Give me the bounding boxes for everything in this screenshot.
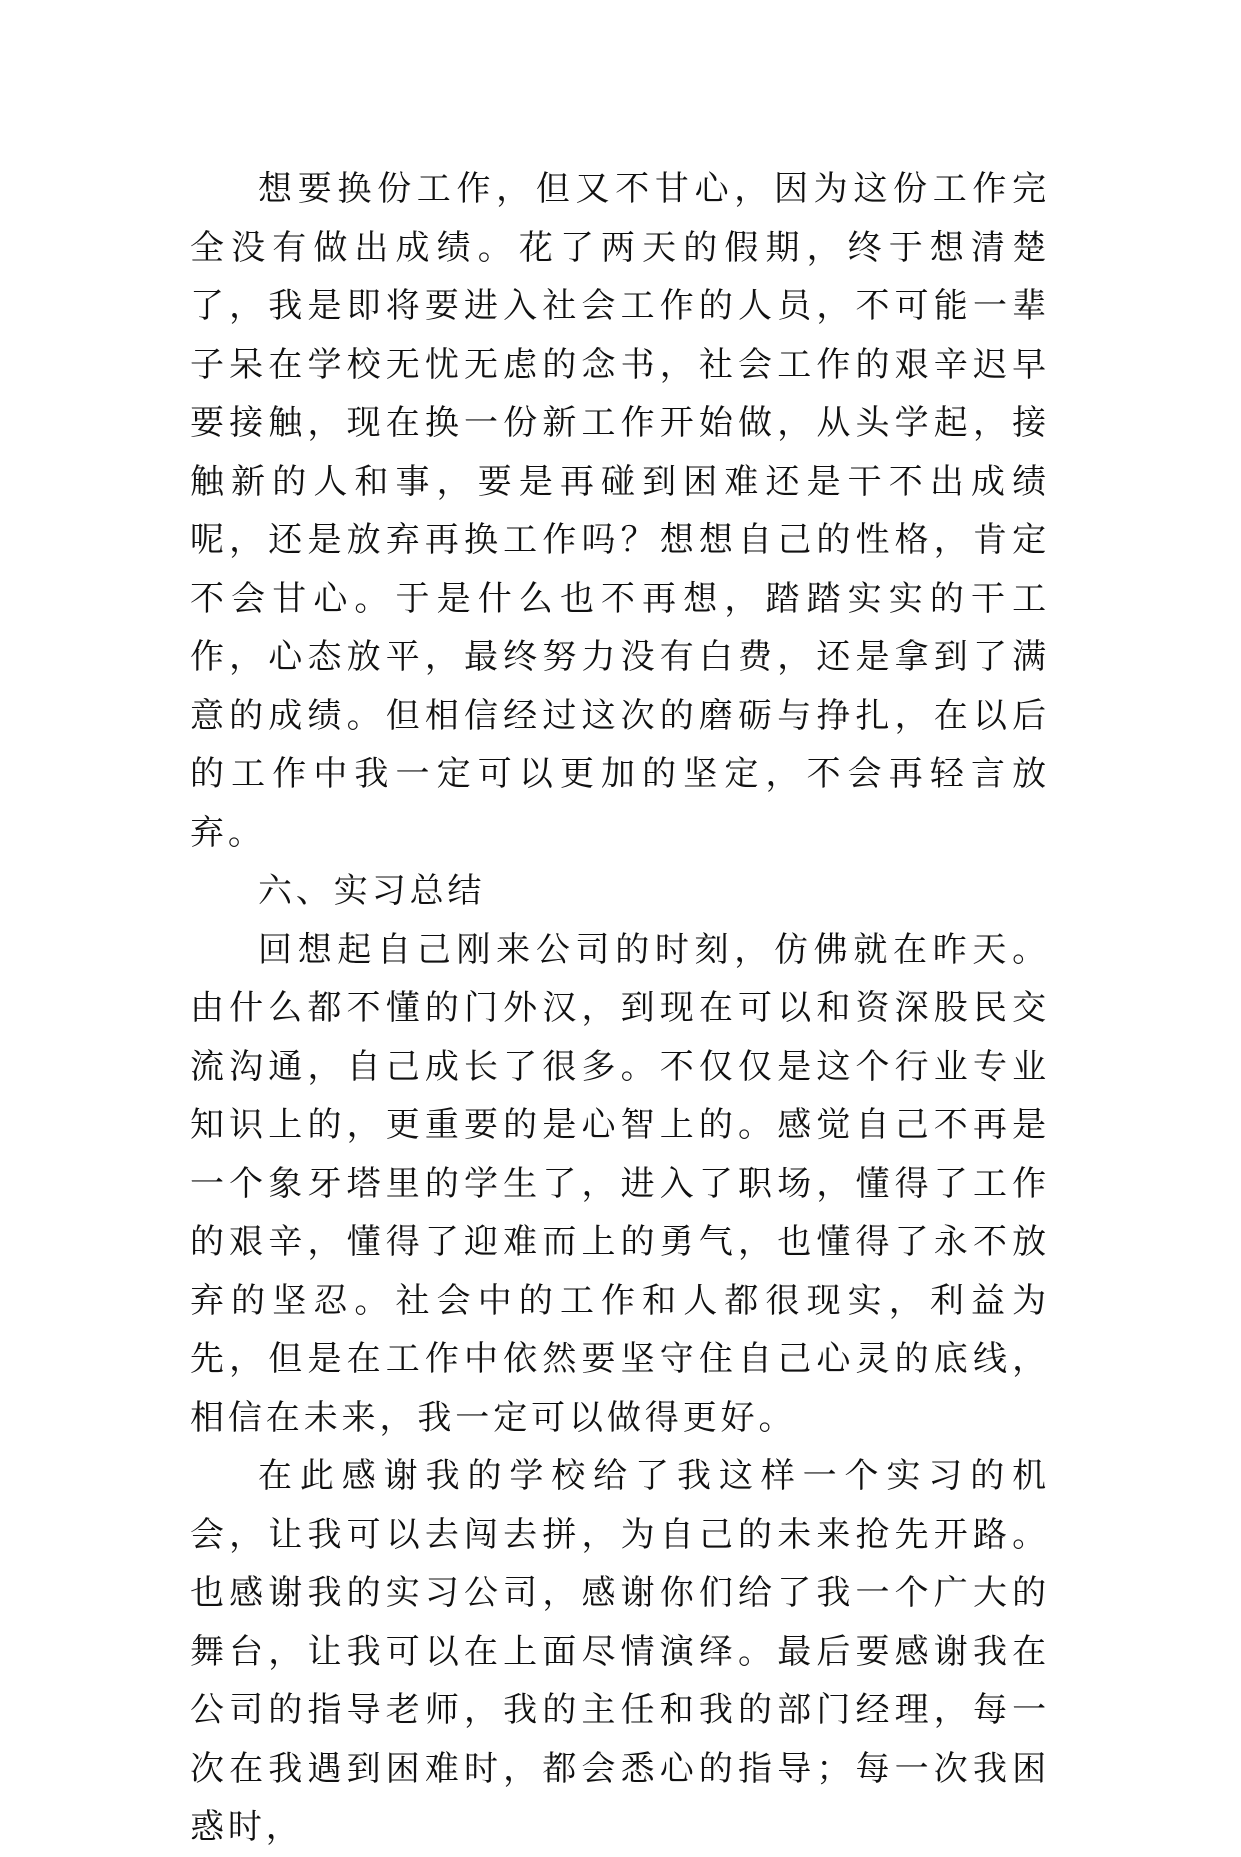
document-body [190, 160, 1050, 1857]
paragraph-summary-growth: 回想起自己刚来公司的时刻，仿佛就在昨天。由什么都不懂的门外汉，到现在可以和资深股民交流沟通，自己成长了很多。不仅仅是这个行业专业知识上的，更重要的是心智上的。感觉自己不再是一个象牙塔里的学生了，进入了职场，懂得了工作的艰辛，懂得了迎难而上的勇气，也懂得了永不放弃的坚忍。社会中的工作和人都很现实，利益为先，但是在工作中依然要坚守住自己心灵的底线，相信在未来，我一定可以做得更好。 [190, 929, 1050, 1438]
paragraph-career-reflection: 想要换份工作，但又不甘心，因为这份工作完全没有做出成绩。花了两天的假期，终于想清楚了，我是即将要进入社会工作的人员，不可能一辈子呆在学校无忧无虑的念书，社会工作的艰辛迟早要接触，现在换一份新工作开始做，从头学起，接触新的人和事，要是再碰到困难还是干不出成绩呢，还是放弃再换工作吗？想想自己的性格，肯定不会甘心。于是什么也不再想，踏踏实实的干工作，心态放平，最终努力没有白费，还是拿到了满意的成绩。但相信经过这次的磨砺与挣扎，在以后的工作中我一定可以更加的坚定，不会再轻言放弃。 [190, 169, 1050, 853]
paragraph-acknowledgements: 在此感谢我的学校给了我这样一个实习的机会，让我可以去闯去拼，为自己的未来抢先开路。也感谢我的实习公司，感谢你们给了我一个广大的舞台，让我可以在上面尽情演绎。最后要感谢我在公司的指导老师，我的主任和我的部门经理，每一次在我遇到困难时，都会悉心的指导；每一次我困惑时， [190, 1456, 1050, 1847]
section-heading-internship-summary: 六、实习总结 [258, 871, 486, 911]
